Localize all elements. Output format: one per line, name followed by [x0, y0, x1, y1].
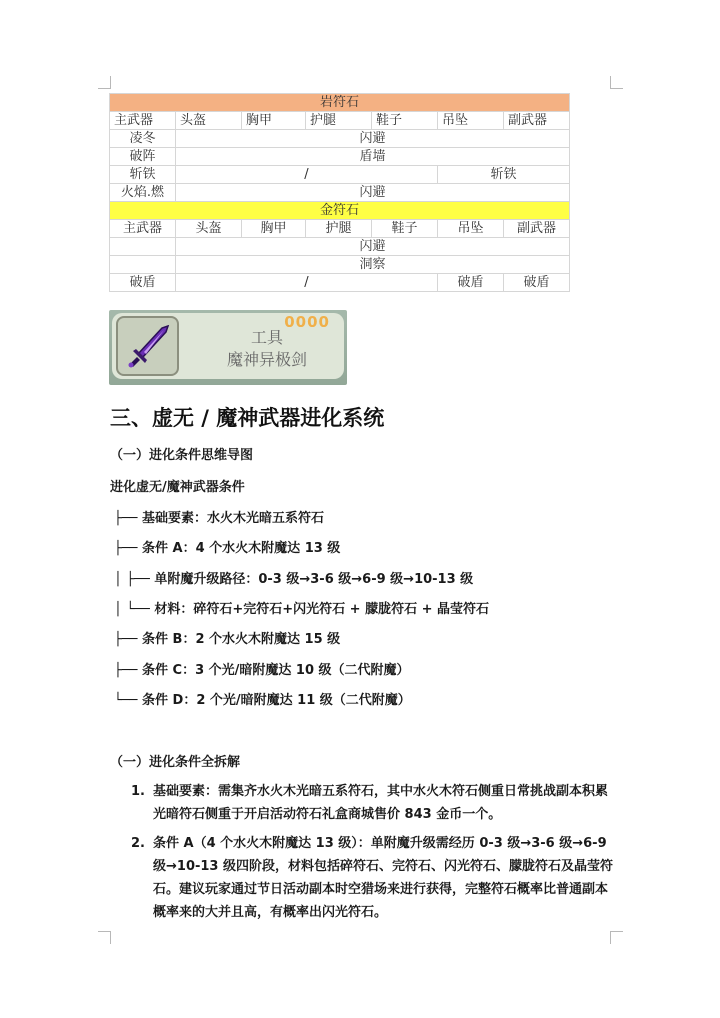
table-cell: [110, 238, 176, 256]
table-cell: 火焰.燃: [110, 184, 176, 202]
tree-node: ├── 条件 A：4 个水火木附魔达 13 级: [114, 541, 341, 556]
item-count: 0000: [284, 313, 330, 331]
table-cell: [110, 256, 176, 274]
page-corner-mark: [98, 76, 111, 89]
item-name: 魔神异极剑: [226, 350, 307, 369]
tree-node: ├── 基础要素：水火木光暗五系符石: [114, 511, 325, 526]
tree-node: ├── 条件 B：2 个水火木附魔达 15 级: [114, 632, 341, 647]
tree-title: 进化虚无/魔神武器条件: [110, 480, 245, 495]
table-cell: 破盾: [438, 274, 504, 292]
table-cell: 闪避: [176, 130, 570, 148]
table-header: 主武器: [110, 220, 176, 238]
tree-node: │ ├── 单附魔升级路径：0-3 级→3-6 级→6-9 级→10-13 级: [114, 572, 474, 587]
table-cell: 凌冬: [110, 130, 176, 148]
table-cell: 斩铁: [438, 166, 570, 184]
table-cell: 闪避: [176, 184, 570, 202]
list-item: [131, 780, 613, 826]
list-item: [131, 832, 613, 924]
list-text: 条件 A（4 个水火木附魔达 13 级）：单附魔升级需经历 0-3 级→3-6 级→6-9 级→10-13 级四阶段，材料包括碎符石、完符石、闪光符石、朦胧符石及晶莹符石。建议玩家通过节日活动副本时空猎场来进行获得，完整符石概率比普通副本概率来的大并且高，有概率出闪光符石。: [153, 836, 613, 920]
list-number: 1.: [131, 784, 145, 799]
item-icon-box: [116, 316, 179, 376]
table-cell: 洞察: [176, 256, 570, 274]
rock-table-title: 岩符石: [110, 94, 570, 112]
table-cell: 破盾: [110, 274, 176, 292]
tool-card-inner: [112, 313, 344, 379]
table-cell: 斩铁: [110, 166, 176, 184]
table-cell: 破阵: [110, 148, 176, 166]
table-header: 鞋子: [372, 220, 438, 238]
item-category: 工具: [250, 328, 283, 347]
tool-item-card: [109, 310, 347, 385]
table-header: 胸甲: [242, 220, 306, 238]
table-header: 头盔: [176, 112, 242, 130]
table-header: 吊坠: [438, 112, 504, 130]
table-cell: 盾墙: [176, 148, 570, 166]
subheading: （一）进化条件思维导图: [110, 448, 254, 463]
page-corner-mark: [610, 931, 623, 944]
tree-node: └── 条件 D：2 个光/暗附魔达 11 级（二代附魔）: [114, 693, 411, 708]
table-cell: /: [176, 166, 438, 184]
table-header: 头盔: [176, 220, 242, 238]
table-header: 副武器: [504, 112, 570, 130]
purple-sword-icon: [124, 324, 172, 370]
tree-node: ├── 条件 C：3 个光/暗附魔达 10 级（二代附魔）: [114, 663, 410, 678]
rune-table: [109, 93, 570, 292]
list-text: 基础要素：需集齐水火木光暗五系符石，其中水火木符石侧重日常挑战副本积累 光暗符石侧重于开启活动符石礼盒商城售价 843 金币一个。: [153, 784, 609, 822]
table-header: 主武器: [110, 112, 176, 130]
list-number: 2.: [131, 836, 145, 851]
page-corner-mark: [98, 931, 111, 944]
table-cell: /: [176, 274, 438, 292]
page-corner-mark: [610, 76, 623, 89]
tree-node: │ └── 材料：碎符石+完符石+闪光符石 + 朦胧符石 + 晶莹符石: [114, 602, 490, 617]
table-header: 胸甲: [242, 112, 306, 130]
subheading: （一）进化条件全拆解: [110, 755, 241, 770]
table-header: 护腿: [306, 112, 372, 130]
table-cell: 破盾: [504, 274, 570, 292]
table-header: 吊坠: [438, 220, 504, 238]
table-cell: 闪避: [176, 238, 570, 256]
table-header: 护腿: [306, 220, 372, 238]
section-heading: 三、虚无 / 魔神武器进化系统: [110, 406, 385, 430]
gold-table-title: 金符石: [110, 202, 570, 220]
table-header: 副武器: [504, 220, 570, 238]
table-header: 鞋子: [372, 112, 438, 130]
